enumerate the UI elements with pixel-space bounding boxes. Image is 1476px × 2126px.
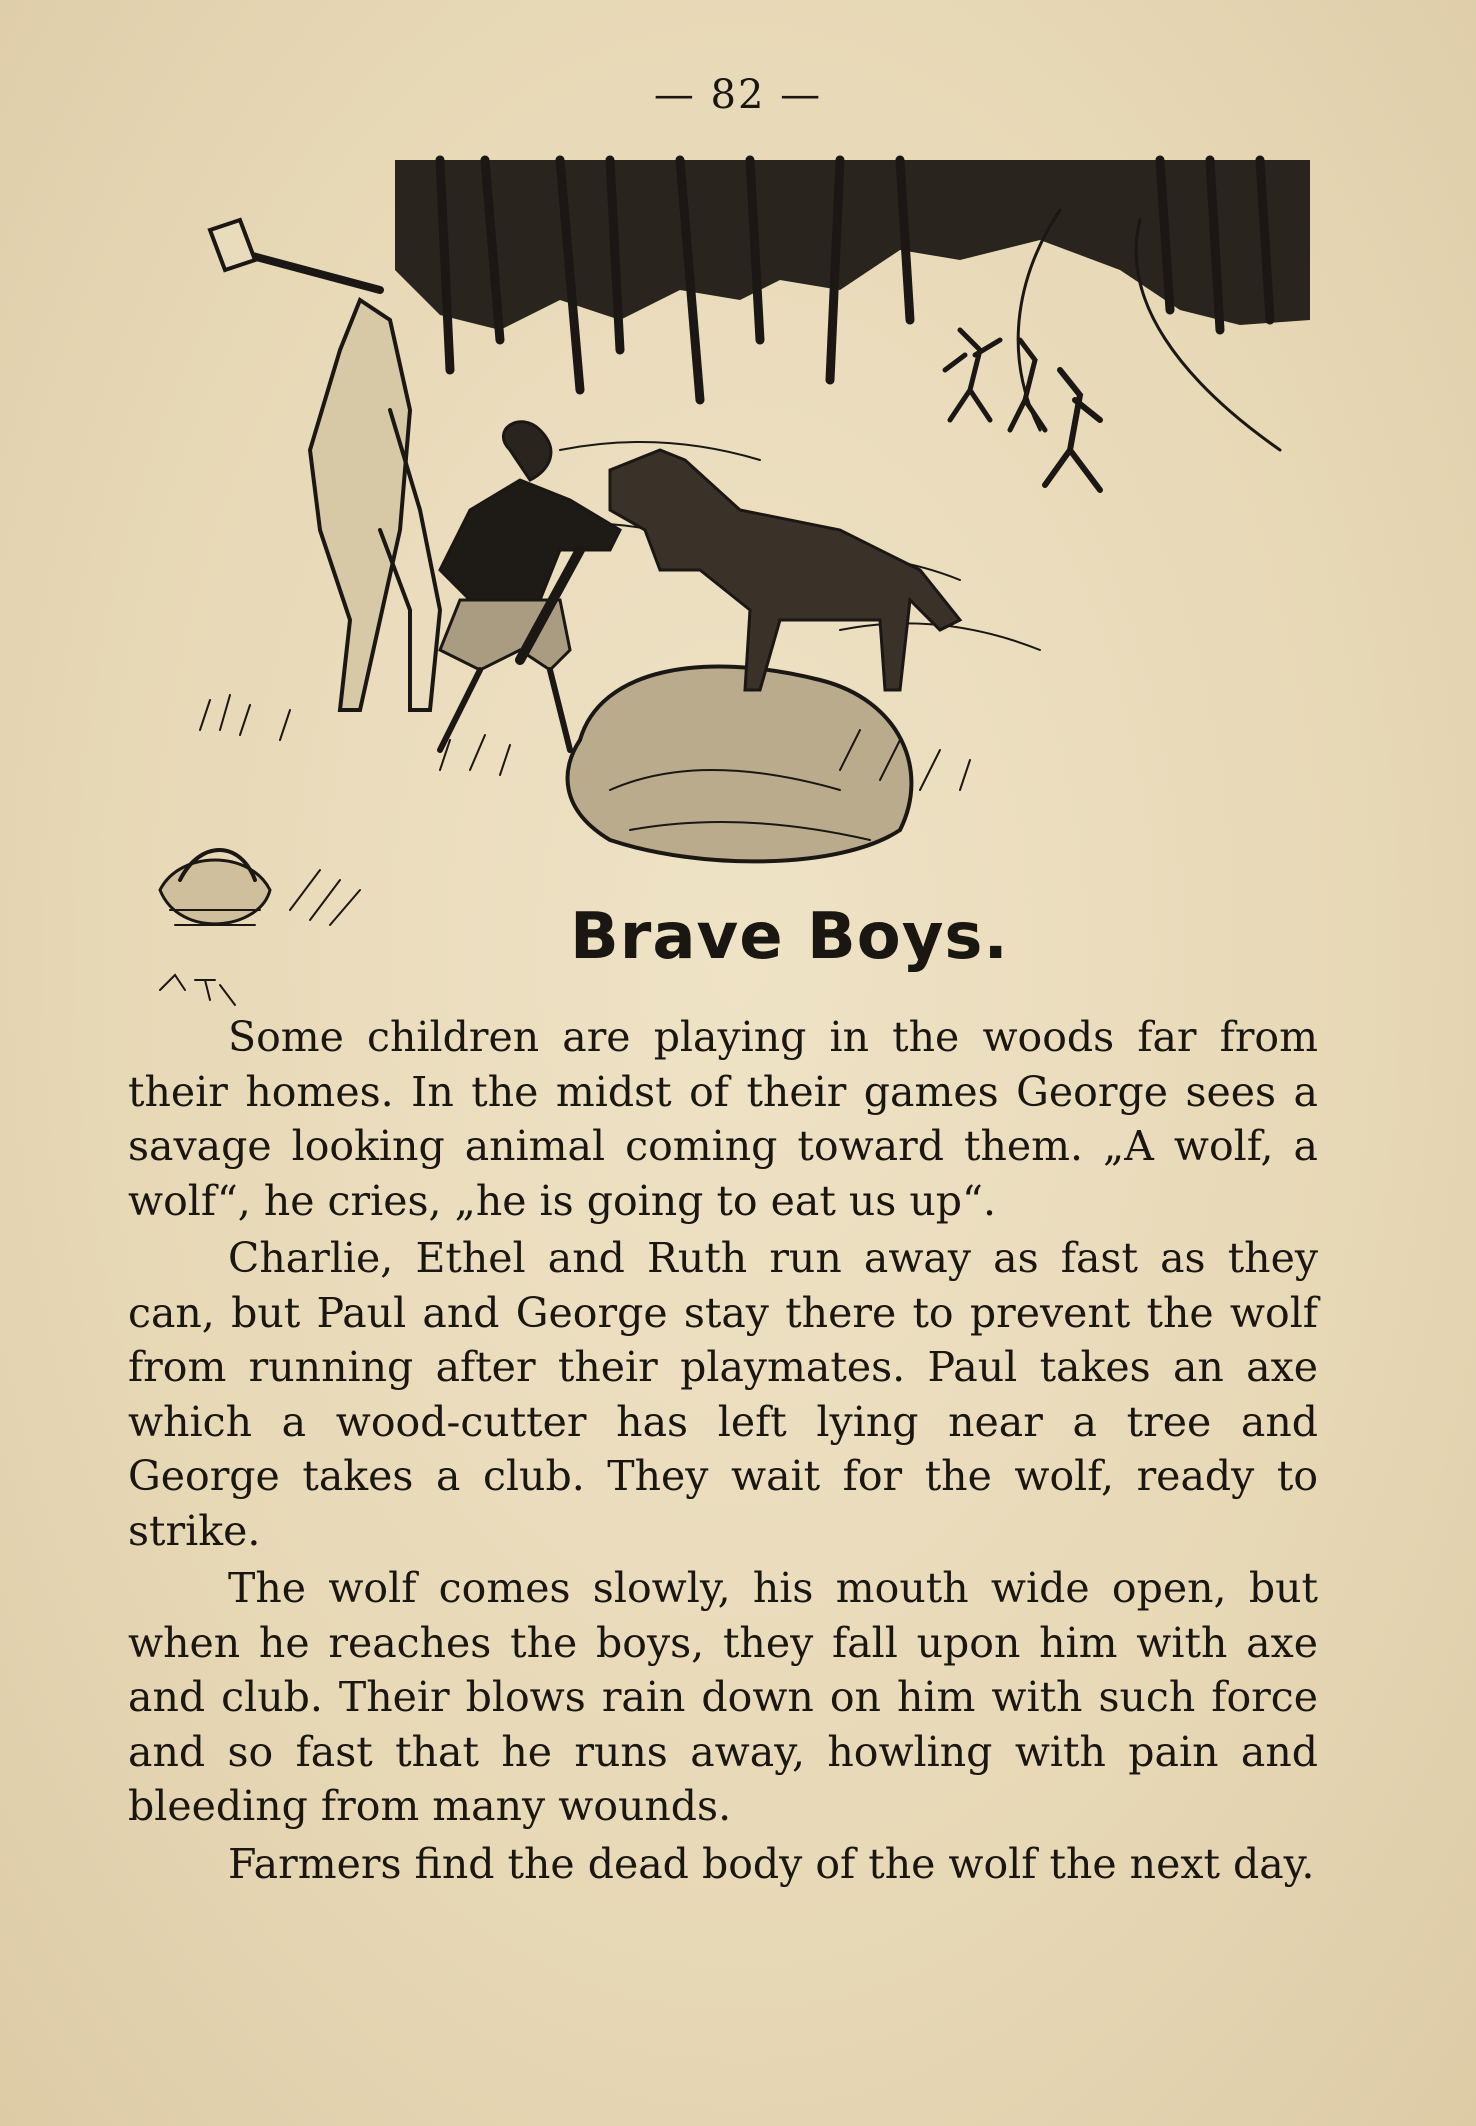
woodcut-illustration [140, 150, 1320, 1010]
page-number: — 82 — [653, 72, 823, 118]
story-title: Brave Boys. [570, 900, 1009, 974]
paragraph: Charlie, Ethel and Ruth run away as fast as they can, but Paul and George stay there to prevent the wolf from running after their playmates. Paul takes an axe which a wood-cutter has left lying near a tree and George takes a club. They wait for the wolf, ready to strike. [128, 1234, 1318, 1555]
paragraph: Some children are playing in the woods far from their homes. In the midst of their games George sees a savage looking animal coming toward them. „A wolf, a wolf“, he cries, „he is going to eat us up“. [128, 1013, 1318, 1225]
story-body [128, 1010, 1318, 1891]
paragraph: Farmers find the dead body of the wolf the next day. [228, 1839, 1315, 1888]
paragraph: The wolf comes slowly, his mouth wide open, but when he reaches the boys, they fall upon him with axe and club. Their blows rain down on him with such force and so fast that he runs away, howling with pain and bleeding from many wounds. [128, 1564, 1318, 1830]
